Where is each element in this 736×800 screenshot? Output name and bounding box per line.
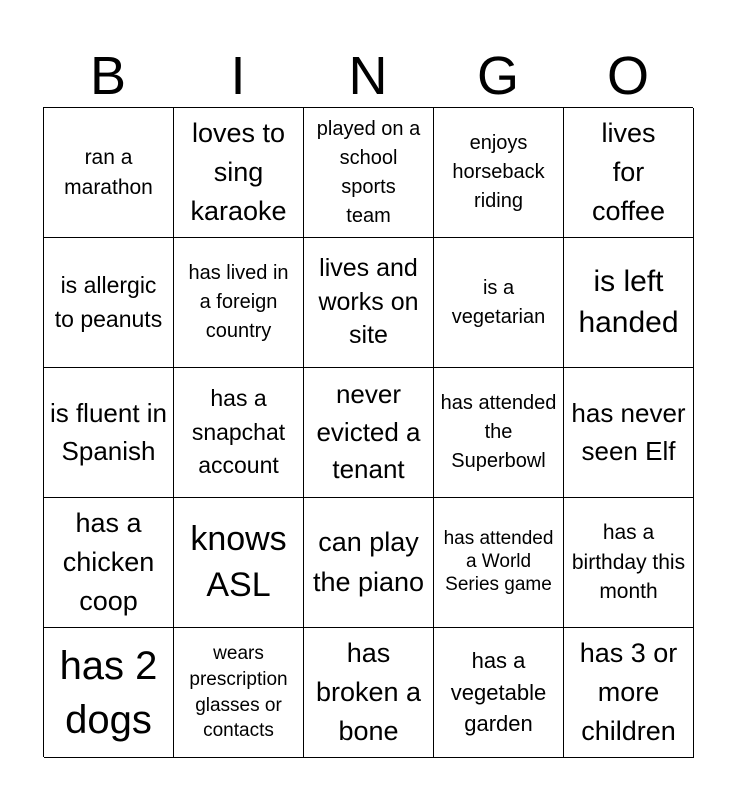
cell-text: played on a school sports team <box>316 117 421 227</box>
cell-text: ran a marathon <box>64 146 153 199</box>
cell-text: has attended the Superbowl <box>440 392 557 472</box>
bingo-cell[interactable] <box>44 498 174 628</box>
cell-text: has a birthday this month <box>571 521 686 604</box>
bingo-cell[interactable] <box>44 238 174 368</box>
header-letter-g: G <box>476 46 519 106</box>
bingo-cell[interactable] <box>44 368 174 498</box>
cell-text: knows ASL <box>190 519 287 604</box>
bingo-cell[interactable] <box>564 498 694 628</box>
bingo-cell[interactable] <box>304 498 434 628</box>
bingo-cell[interactable] <box>44 628 174 758</box>
bingo-cell[interactable] <box>434 498 564 628</box>
bingo-cell[interactable] <box>564 238 694 368</box>
cell-text: never evicted a tenant <box>316 378 421 485</box>
bingo-grid <box>43 107 693 757</box>
cell-text: enjoys horseback riding <box>452 132 545 212</box>
header-letter-b: B <box>89 46 127 106</box>
bingo-cell[interactable] <box>564 628 694 758</box>
bingo-cell[interactable] <box>174 238 304 368</box>
cell-text: has a chicken coop <box>62 507 155 617</box>
cell-text: has 2 dogs <box>59 643 158 742</box>
bingo-cell[interactable] <box>434 108 564 238</box>
bingo-cell[interactable] <box>434 628 564 758</box>
header-letter-i: I <box>230 46 246 106</box>
bingo-cell[interactable] <box>564 108 694 238</box>
cell-text: has 3 or more children <box>579 637 678 747</box>
cell-text: has broken a bone <box>315 637 422 747</box>
bingo-cell[interactable] <box>304 628 434 758</box>
cell-text: wears prescription glasses or contacts <box>189 643 288 742</box>
bingo-cell[interactable] <box>174 628 304 758</box>
cell-text: lives for coffee <box>591 117 666 227</box>
bingo-cell[interactable] <box>174 368 304 498</box>
cell-text: is fluent in Spanish <box>49 397 168 466</box>
bingo-header <box>43 46 693 106</box>
cell-text: is a vegetarian <box>451 276 546 328</box>
header-letter-o: O <box>606 46 649 106</box>
bingo-cell[interactable] <box>174 498 304 628</box>
bingo-cell[interactable] <box>304 368 434 498</box>
cell-text: has a snapchat account <box>191 385 286 479</box>
cell-text: lives and works on site <box>318 253 419 350</box>
cell-text: has never seen Elf <box>571 397 686 466</box>
cell-text: has attended a World Series game <box>443 528 554 595</box>
bingo-cell[interactable] <box>304 108 434 238</box>
bingo-cell[interactable] <box>304 238 434 368</box>
bingo-cell[interactable] <box>434 238 564 368</box>
bingo-cell[interactable] <box>434 368 564 498</box>
header-letter-n: N <box>348 46 388 106</box>
bingo-cell[interactable] <box>174 108 304 238</box>
cell-text: can play the piano <box>312 527 425 597</box>
cell-text: has lived in a foreign country <box>188 262 289 342</box>
cell-text: has a vegetable garden <box>450 647 547 737</box>
cell-text: loves to sing karaoke <box>190 117 287 227</box>
bingo-cell[interactable] <box>44 108 174 238</box>
cell-text: is allergic to peanuts <box>54 272 163 332</box>
bingo-cell[interactable] <box>564 368 694 498</box>
cell-text: is left handed <box>578 265 679 339</box>
